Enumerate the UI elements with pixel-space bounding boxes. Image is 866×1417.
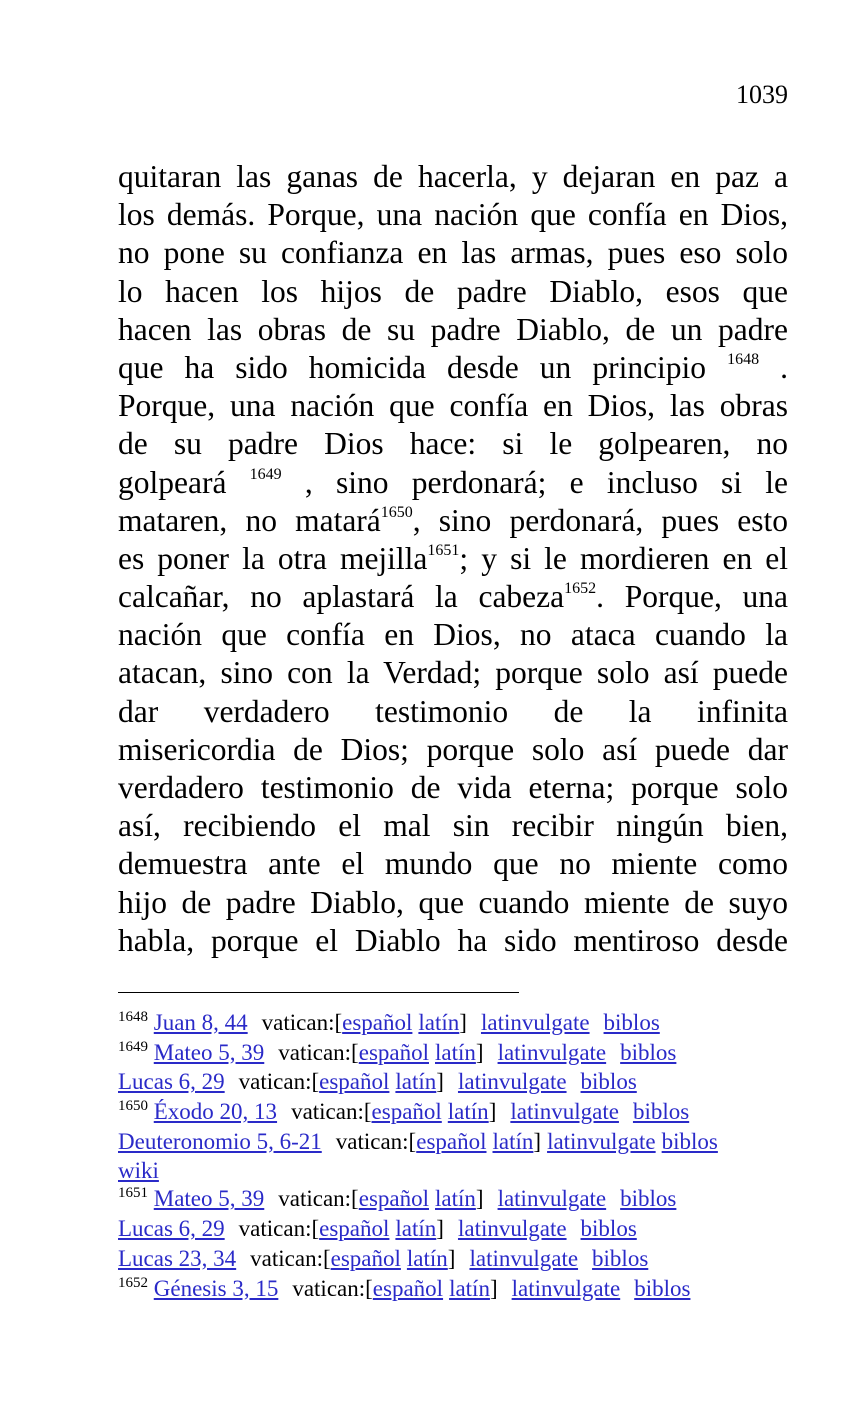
bible-ref-link[interactable]: Génesis 3, 15 (153, 1275, 279, 1301)
biblos-link[interactable]: biblos (620, 1186, 677, 1212)
latinvulgate-link[interactable]: latinvulgate (510, 1099, 619, 1125)
latinvulgate-link[interactable]: latinvulgate (497, 1186, 607, 1212)
vatican-label: vatican:[ (261, 1010, 343, 1035)
bracket-close: ] (436, 1216, 444, 1242)
latinvulgate-link[interactable]: latinvulgate (547, 1128, 656, 1154)
vatican-label: vatican:[ (292, 1275, 373, 1301)
latin-link[interactable]: latín (435, 1186, 476, 1212)
latin-link[interactable]: latín (435, 1039, 476, 1065)
latinvulgate-link[interactable]: latinvulgate (469, 1245, 579, 1271)
vatican-label: vatican:[ (238, 1216, 320, 1242)
biblos-link[interactable]: biblos (592, 1245, 649, 1271)
text-line: misericordia de Dios; porque solo así puede dar (118, 731, 788, 767)
text-line: nación que confía en Dios, no ataca cuando la (118, 617, 788, 653)
text-line (118, 464, 788, 502)
latin-link[interactable]: latín (395, 1216, 437, 1242)
bible-ref-link[interactable]: Mateo 5, 39 (153, 1039, 265, 1065)
vatican-label: vatican:[ (238, 1069, 320, 1095)
footnote-ref-1648: 1648 (727, 350, 760, 368)
footnote-ref-1651: 1651 (427, 541, 460, 559)
latinvulgate-link[interactable]: latinvulgate (480, 1010, 590, 1035)
text-fragment: . Porque, una (596, 579, 788, 615)
bible-ref-link[interactable]: Éxodo 20, 13 (153, 1099, 278, 1125)
latin-link[interactable]: latín (418, 1010, 460, 1035)
footnote-number: 1649 (118, 1038, 148, 1055)
vatican-label: vatican:[ (278, 1186, 359, 1212)
bible-ref-link[interactable]: Lucas 23, 34 (118, 1245, 237, 1271)
footnote-1649 (118, 1038, 798, 1068)
footnote-number: 1651 (118, 1185, 148, 1202)
latin-link[interactable]: latín (395, 1069, 437, 1095)
footnote-1649-cont (118, 1067, 798, 1097)
footnote-1651-cont (118, 1214, 798, 1244)
biblos-link[interactable]: biblos (603, 1010, 660, 1035)
footnote-1652 (118, 1274, 798, 1304)
bracket-close: ] (533, 1128, 542, 1154)
text-line: Porque, una nación que confía en Dios, las obras (118, 388, 788, 424)
latinvulgate-link[interactable]: latinvulgate (457, 1216, 567, 1242)
vatican-label: vatican:[ (250, 1245, 331, 1271)
footnotes (118, 1008, 798, 1303)
bible-ref-link[interactable]: Lucas 6, 29 (118, 1069, 225, 1095)
text-line: quitaran las ganas de hacerla, y dejaran en paz a (118, 159, 788, 194)
text-fragment: , sino perdonará; e incluso si le (304, 464, 789, 500)
text-line (118, 502, 788, 540)
text-line: de su padre Dios hace: si le golpearen, no (118, 426, 788, 462)
footnote-1651 (118, 1184, 798, 1214)
espanol-link[interactable]: español (416, 1128, 487, 1154)
bracket-close: ] (475, 1039, 484, 1065)
latin-link[interactable]: latín (492, 1128, 534, 1154)
footnote-1650-wiki (118, 1156, 798, 1184)
espanol-link[interactable]: español (372, 1275, 444, 1301)
text-line: no pone su confianza en las armas, pues eso solo (118, 235, 788, 271)
footnote-1650-cont (118, 1127, 798, 1157)
espanol-link[interactable]: español (358, 1186, 429, 1212)
biblos-link[interactable]: biblos (661, 1128, 718, 1154)
bracket-close: ] (436, 1069, 444, 1095)
text-fragment: ; y si le mordieren en el (459, 540, 788, 576)
bible-ref-link[interactable]: Juan 8, 44 (153, 1010, 248, 1035)
footnote-1650 (118, 1097, 798, 1127)
text-fragment: , sino perdonará, pues esto (412, 502, 788, 538)
espanol-link[interactable]: español (319, 1216, 390, 1242)
wiki-link[interactable]: wiki (118, 1158, 159, 1184)
footnote-divider (118, 992, 519, 993)
bracket-close: ] (489, 1275, 498, 1301)
text-line: los demás. Porque, una nación que confía en Dios, (118, 197, 788, 233)
text-line: lo hacen los hijos de padre Diablo, esos que (118, 273, 788, 309)
biblos-link[interactable]: biblos (620, 1039, 677, 1065)
latinvulgate-link[interactable]: latinvulgate (511, 1275, 621, 1301)
bracket-close: ] (488, 1099, 497, 1125)
footnote-ref-1649: 1649 (249, 465, 282, 483)
bracket-close: ] (475, 1186, 484, 1212)
text-line: dar verdadero testimonio de la infinita (118, 693, 788, 729)
espanol-link[interactable]: español (330, 1245, 401, 1271)
biblos-link[interactable]: biblos (634, 1275, 691, 1301)
text-line: hijo de padre Diablo, que cuando miente de suyo (118, 884, 788, 920)
bible-ref-link[interactable]: Lucas 6, 29 (118, 1216, 225, 1242)
footnote-ref-1652: 1652 (564, 580, 597, 598)
text-line: atacan, sino con la Verdad; porque solo así puede (118, 655, 788, 691)
latinvulgate-link[interactable]: latinvulgate (497, 1039, 607, 1065)
footnote-number: 1652 (118, 1274, 148, 1291)
text-line: hacen las obras de su padre Diablo, de un padre (118, 311, 788, 347)
footnote-number: 1648 (118, 1009, 148, 1025)
text-fragment: que ha sido homicida desde un principio (118, 349, 707, 385)
espanol-link[interactable]: español (342, 1010, 413, 1035)
footnote-1651-cont (118, 1244, 798, 1274)
bible-ref-link[interactable]: Mateo 5, 39 (153, 1186, 265, 1212)
bracket-close: ] (447, 1245, 456, 1271)
footnote-ref-1650: 1650 (380, 503, 413, 521)
text-line (118, 578, 788, 616)
footnote-number: 1650 (118, 1098, 148, 1115)
text-fragment: es poner la otra mejilla (118, 540, 428, 576)
latinvulgate-link[interactable]: latinvulgate (457, 1069, 567, 1095)
biblos-link[interactable]: biblos (632, 1099, 690, 1125)
biblos-link[interactable]: biblos (580, 1069, 637, 1095)
text-fragment: . (780, 349, 788, 385)
bible-ref-link[interactable]: Deuteronomio 5, 6-21 (118, 1128, 322, 1154)
footnote-1648 (118, 1008, 798, 1038)
page-number: 1039 (736, 80, 788, 109)
bracket-close: ] (459, 1010, 467, 1035)
espanol-link[interactable]: español (319, 1069, 390, 1095)
text-line (118, 349, 788, 387)
text-line (118, 540, 788, 578)
espanol-link[interactable]: español (371, 1099, 442, 1125)
body-text (118, 158, 788, 960)
vatican-label: vatican:[ (291, 1099, 372, 1125)
espanol-link[interactable]: español (358, 1039, 429, 1065)
latin-link[interactable]: latín (449, 1275, 490, 1301)
text-line: así, recibiendo el mal sin recibir ningún bien, (118, 808, 788, 844)
text-fragment: calcañar, no aplastará la cabeza (118, 579, 565, 615)
vatican-label: vatican:[ (335, 1128, 417, 1154)
text-line: demuestra ante el mundo que no miente como (118, 846, 788, 882)
latin-link[interactable]: latín (447, 1099, 489, 1125)
text-line: verdadero testimonio de vida eterna; porque solo (118, 770, 788, 805)
latin-link[interactable]: latín (406, 1245, 448, 1271)
biblos-link[interactable]: biblos (580, 1216, 637, 1242)
vatican-label: vatican:[ (278, 1039, 359, 1065)
text-fragment: golpeará (118, 464, 227, 500)
text-line: habla, porque el Diablo ha sido mentiroso desde (118, 922, 788, 958)
text-fragment: mataren, no matará (118, 502, 381, 538)
